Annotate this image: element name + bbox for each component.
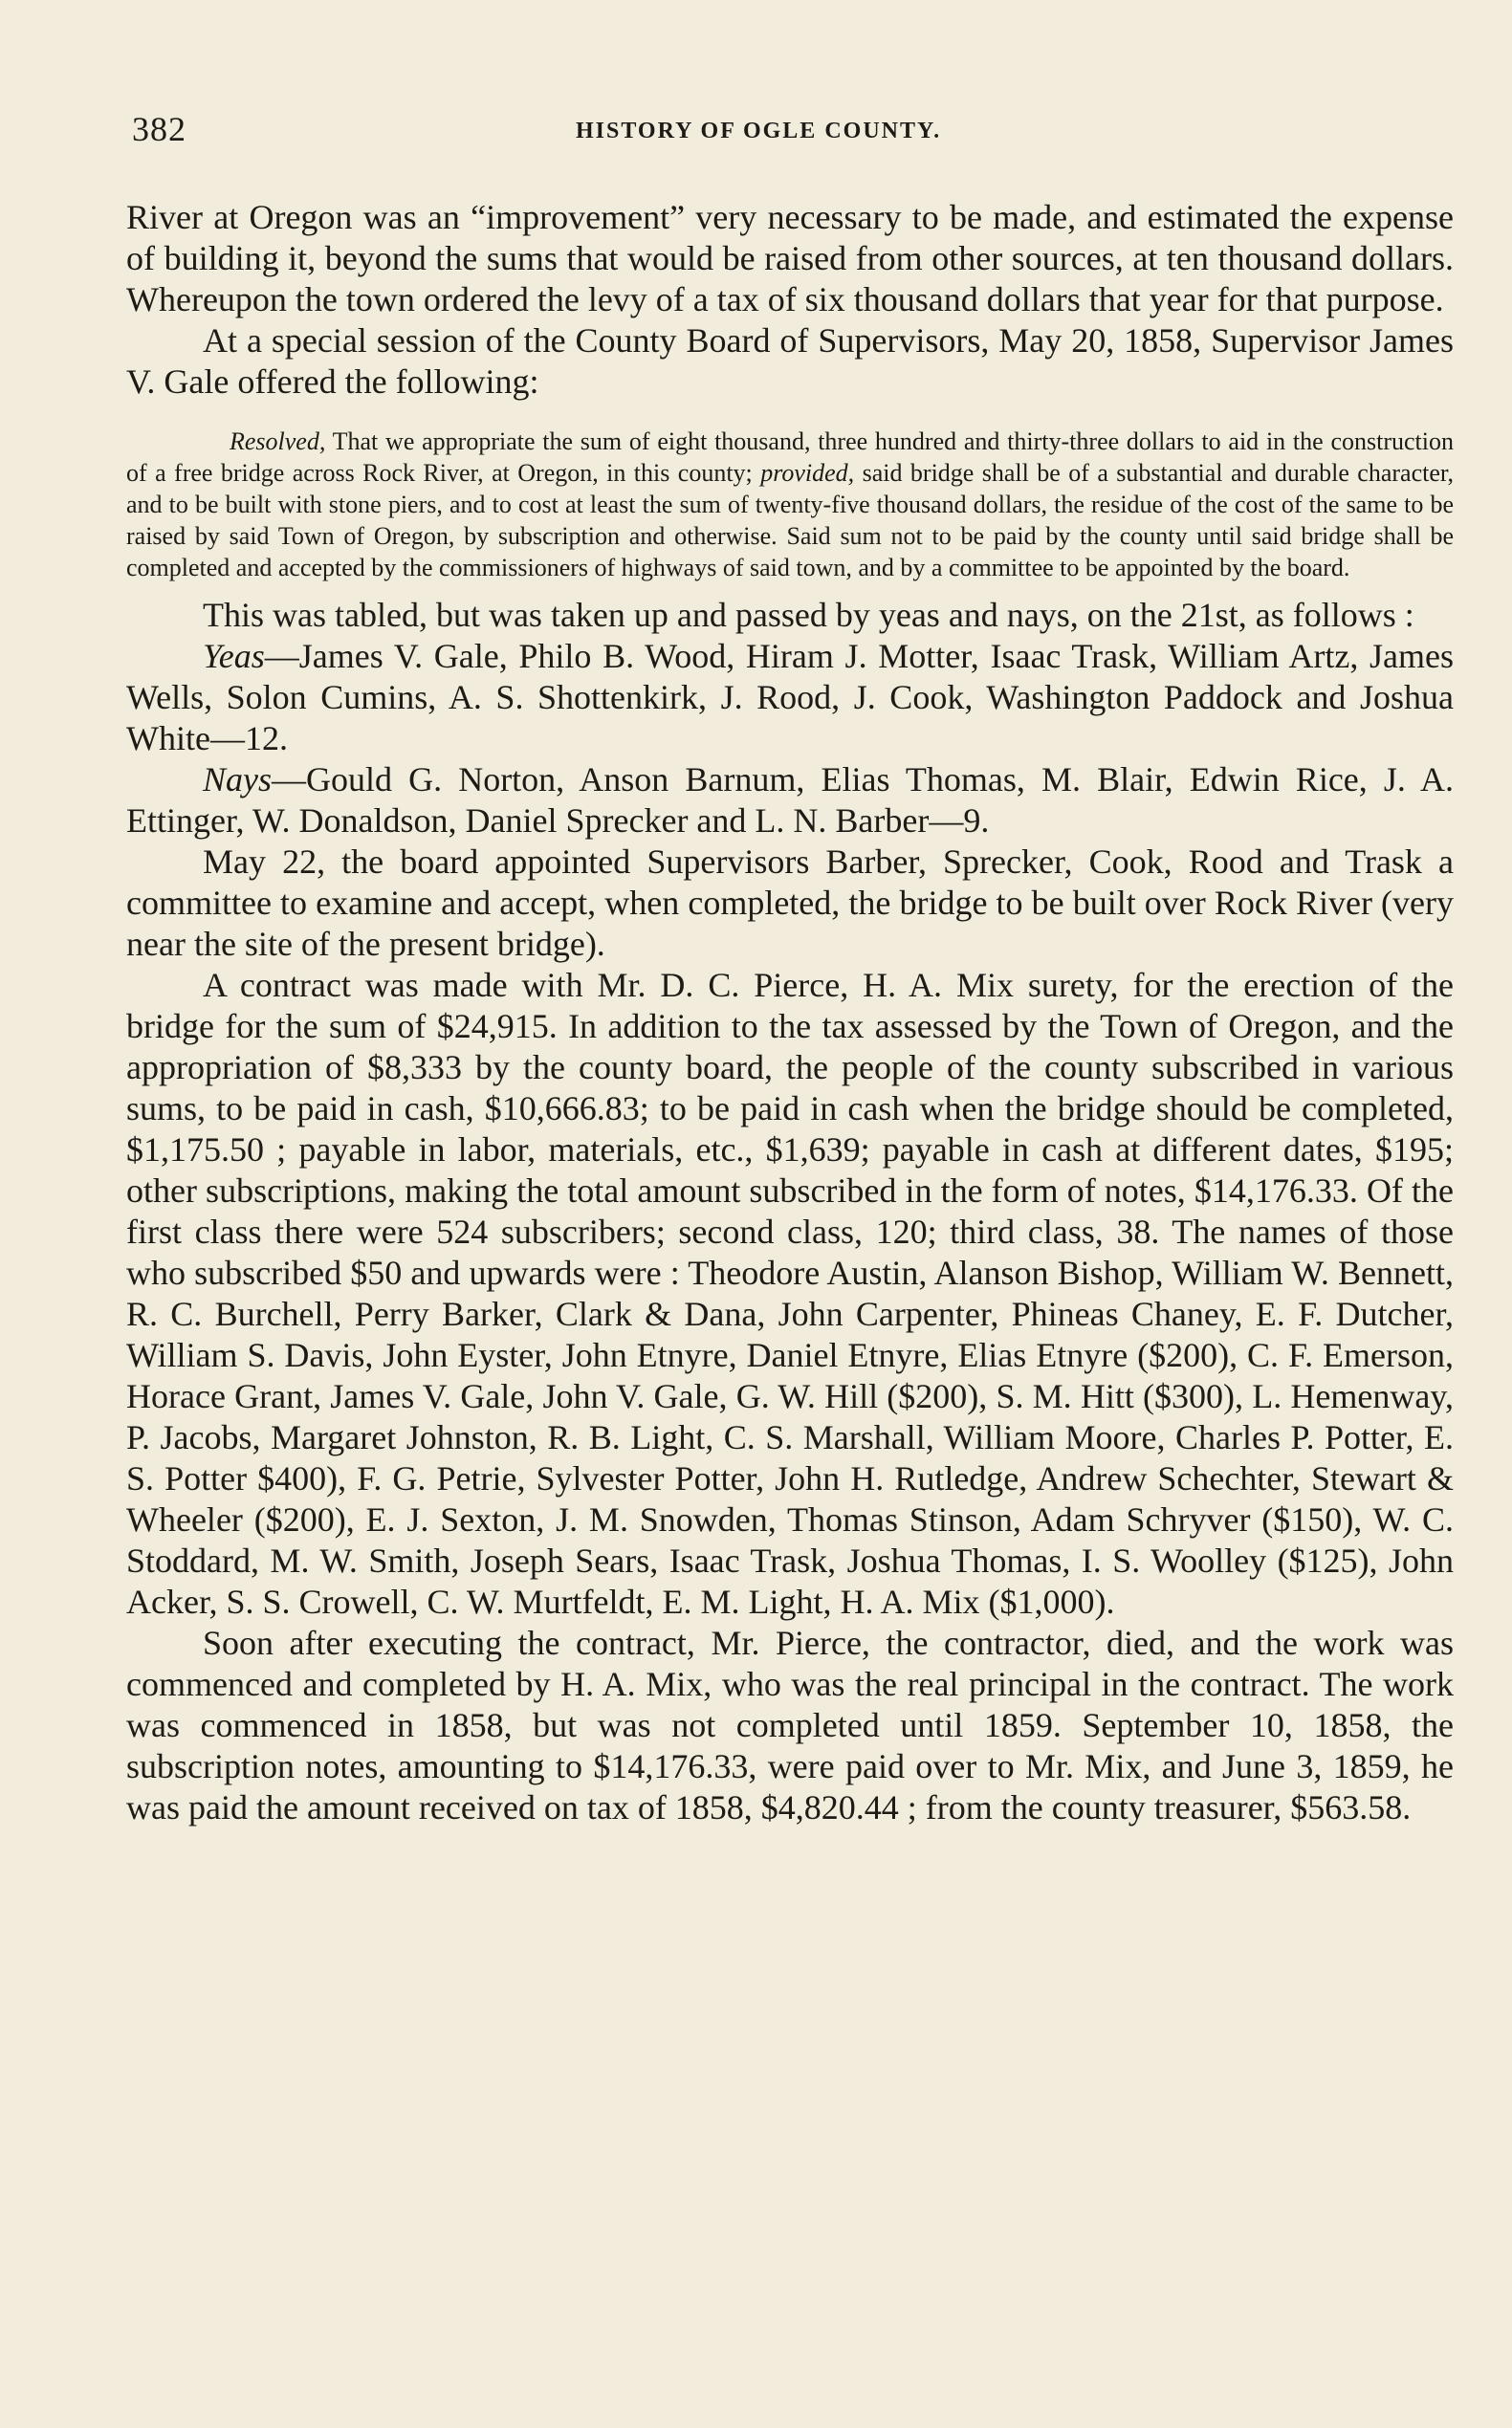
paragraph-special-session: At a special session of the County Board of Supervisors, May 20, 1858, Supervisor James V. Gale offered the following:: [126, 321, 1454, 401]
running-title: HISTORY OF OGLE COUNTY.: [576, 119, 942, 143]
yeas-label: Yeas: [203, 637, 265, 675]
resolution-text-2: said bridge shall be of a substantial and durable character, and to be built with stone piers, and to cost at least the sum of twenty-five thousand dollars, the residue of the cost of the same to be raised by said Town of Oregon, by subscription and otherwise. Said sum not to be paid by the county until said bridge shall be completed and accepted by the commissioners of highways of said town, and by a committee to be appointed by the board.: [126, 459, 1454, 581]
paragraph-continued: River at Oregon was an “improvement” very necessary to be made, and estimated the expense of building it, beyond the sums that would be raised from other sources, at ten thousand dollars. Whereupon the town ordered the levy of a tax of six thousand dollars that year for that purpose.: [126, 198, 1454, 318]
resolution-lead: Resolved,: [230, 427, 326, 455]
paragraph-nays: [126, 759, 1454, 842]
nays-text: —Gould G. Norton, Anson Barnum, Elias Thomas, M. Blair, Edwin Rice, J. A. Ettinger, W. Donaldson, Daniel Sprecker and L. N. Barber—9.: [126, 760, 1454, 840]
book-page: [126, 105, 1454, 1828]
paragraph-committee: May 22, the board appointed Supervisors Barber, Sprecker, Cook, Rood and Trask a committee to examine and accept, when completed, the bridge to be built over Rock River (very near the site of the present bridge).: [126, 842, 1454, 963]
yeas-text: —James V. Gale, Philo B. Wood, Hiram J. Motter, Isaac Trask, William Artz, James Wells, Solon Cumins, A. S. Shottenkirk, J. Rood, J. Cook, Washington Paddock and Joshua White—12.: [126, 637, 1454, 757]
running-header: [126, 105, 1454, 155]
paragraph-completion: Soon after executing the contract, Mr. Pierce, the contractor, died, and the work was commenced and completed by H. A. Mix, who was the real principal in the contract. The work was commenced in 1858, but was not completed until 1859. September 10, 1858, the subscription notes, amounting to $14,176.33, were paid over to Mr. Mix, and June 3, 1859, he was paid the amount received on tax of 1858, $4,820.44 ; from the county treasurer, $563.58.: [126, 1624, 1454, 1826]
paragraph-yeas: [126, 636, 1454, 759]
paragraph-tabled: This was tabled, but was taken up and passed by yeas and nays, on the 21st, as follows :: [203, 596, 1414, 634]
body-text: [126, 197, 1454, 1828]
paragraph-contract: A contract was made with Mr. D. C. Pierce, H. A. Mix surety, for the erection of the bridge for the sum of $24,915. In addition to the tax assessed by the Town of Oregon, and the appropriation of $8,333 by the county board, the people of the county subscribed in various sums, to be paid in cash, $10,666.83; to be paid in cash when the bridge should be completed, $1,175.50 ; payable in labor, materials, etc., $1,639; payable in cash at different dates, $195; other subscriptions, making the total amount subscribed in the form of notes, $14,176.33. Of the first class there were 524 subscribers; second class, 120; third class, 38. The names of those who subscribed $50 and upwards were : Theodore Austin, Alanson Bishop, William W. Bennett, R. C. Burchell, Perry Barker, Clark & Dana, John Carpenter, Phineas Chaney, E. F. Dutcher, William S. Davis, John Eyster, John Etnyre, Daniel Etnyre, Elias Etnyre ($200), C. F. Emerson, Horace Grant, James V. Gale, John V. Gale, G. W. Hill ($200), S. M. Hitt ($300), L. Hemenway, P. Jacobs, Margaret Johnston, R. B. Light, C. S. Marshall, William Moore, Charles P. Potter, E. S. Potter $400), F. G. Petrie, Sylvester Potter, John H. Rutledge, Andrew Schechter, Stewart & Wheeler ($200), E. J. Sexton, J. M. Snowden, Thomas Stinson, Adam Schryver ($150), W. C. Stoddard, M. W. Smith, Joseph Sears, Isaac Trask, Joshua Thomas, I. S. Woolley ($125), John Acker, S. S. Crowell, C. W. Murtfeldt, E. M. Light, H. A. Mix ($1,000).: [126, 966, 1454, 1621]
resolution-quote: [126, 426, 1454, 583]
resolution-text-1: That we appropriate the sum of eight thousand, three hundred and thirty-three dollars to aid in the construction of a free bridge across Rock River, at Oregon, in this county;: [126, 427, 1454, 487]
page-number: 382: [132, 110, 186, 148]
resolution-proviso: provided,: [760, 459, 855, 487]
nays-label: Nays: [203, 760, 272, 798]
